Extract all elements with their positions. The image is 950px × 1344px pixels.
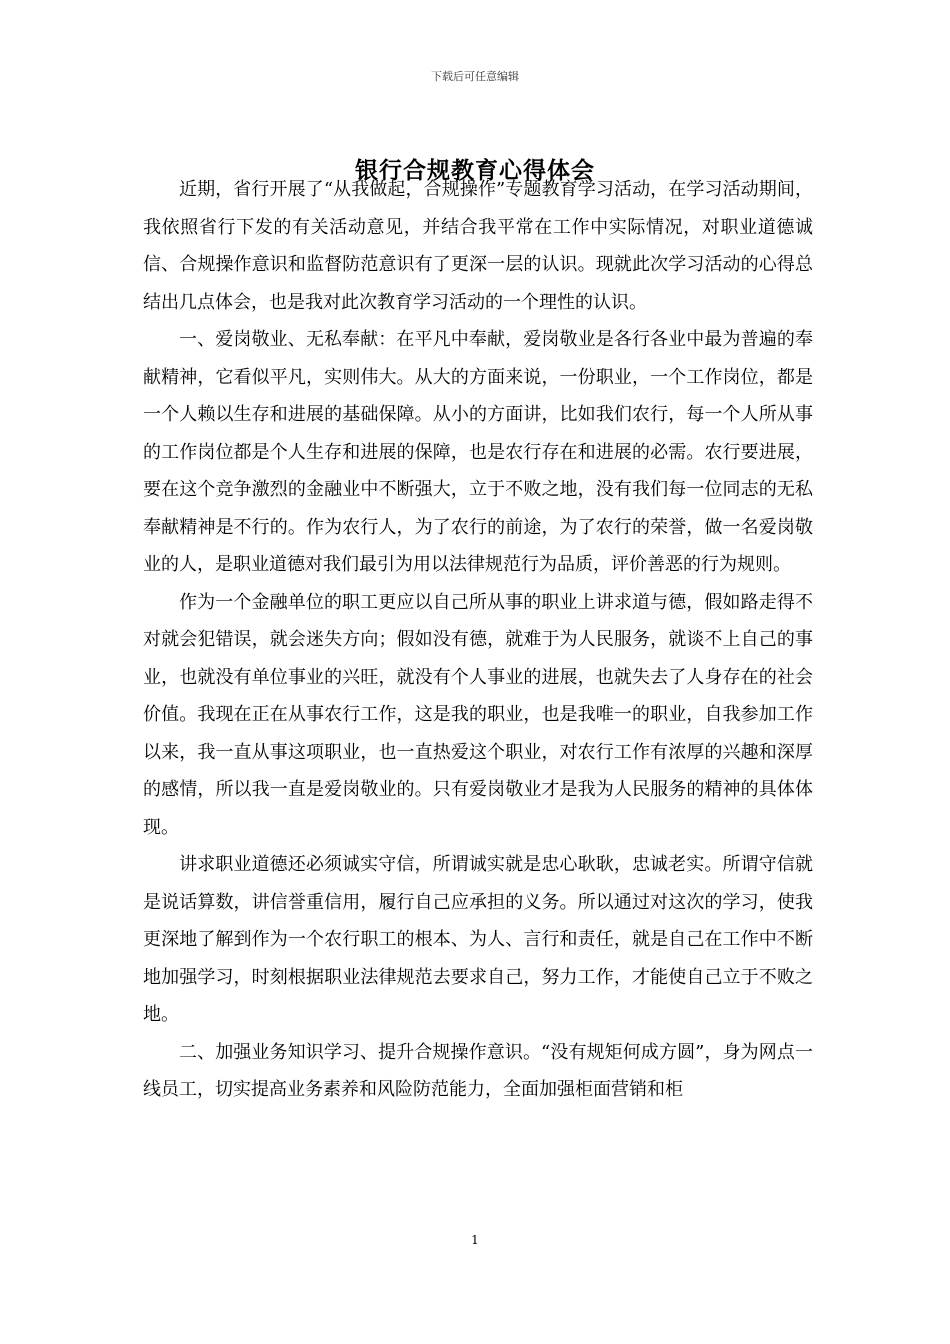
header-note: 下载后可任意编辑 xyxy=(431,70,519,83)
paragraph-intro: 近期，省行开展了“从我做起，合规操作”专题教育学习活动，在学习活动期间，我依照省行下发的有关活动意见，并结合我平常在工作中实际情况，对职业道德诚信、合规操作意识和监督防范意识有了更深一层的认识。现就此次学习活动的心得总结出几点体会，也是我对此次教育学习活动的一个理性的认识。 xyxy=(143,179,813,313)
document-title: 银行合规教育心得体会 xyxy=(355,157,595,184)
paragraph-section-2: 二、加强业务知识学习、提升合规操作意识。“没有规矩何成方圆”，身为网点一线员工，切实提高业务素养和风险防范能力，全面加强柜面营销和柜 xyxy=(143,1041,813,1100)
page-number: 1 xyxy=(471,1233,479,1247)
paragraph-honesty: 讲求职业道德还必须诚实守信，所谓诚实就是忠心耿耿，忠诚老实。所谓守信就是说话算数，讲信誉重信用，履行自己应承担的义务。所以通过对这次的学习，使我更深地了解到作为一个农行职工的根本、为人、言行和责任，就是自己在工作中不断地加强学习，时刻根据职业法律规范去要求自己，努力工作，才能使自己立于不败之地。 xyxy=(143,854,813,1025)
paragraph-section-1: 一、爱岗敬业、无私奉献：在平凡中奉献，爱岗敬业是各行各业中最为普遍的奉献精神，它看似平凡，实则伟大。从大的方面来说，一份职业，一个工作岗位，都是一个人赖以生存和进展的基础保障。从小的方面讲，比如我们农行，每一个人所从事的工作岗位都是个人生存和进展的保障，也是农行存在和进展的必需。农行要进展，要在这个竞争激烈的金融业中不断强大，立于不败之地，没有我们每一位同志的无私奉献精神是不行的。作为农行人，为了农行的前途，为了农行的荣誉，做一名爱岗敬业的人，是职业道德对我们最引为用以法律规范行为品质，评价善恶的行为规则。 xyxy=(143,329,813,575)
document-body xyxy=(143,171,813,1109)
paragraph-professional-ethics: 作为一个金融单位的职工更应以自己所从事的职业上讲求道与德，假如路走得不对就会犯错误，就会迷失方向；假如没有德，就难于为人民服务，就谈不上自己的事业，也就没有单位事业的兴旺，就没有个人事业的进展，也就失去了人身存在的社会价值。我现在正在从事农行工作，这是我的职业，也是我唯一的职业，自我参加工作以来，我一直从事这项职业，也一直热爱这个职业，对农行工作有浓厚的兴趣和深厚的感情，所以我一直是爱岗敬业的。只有爱岗敬业才是我为人民服务的精神的具体体现。 xyxy=(143,591,813,838)
